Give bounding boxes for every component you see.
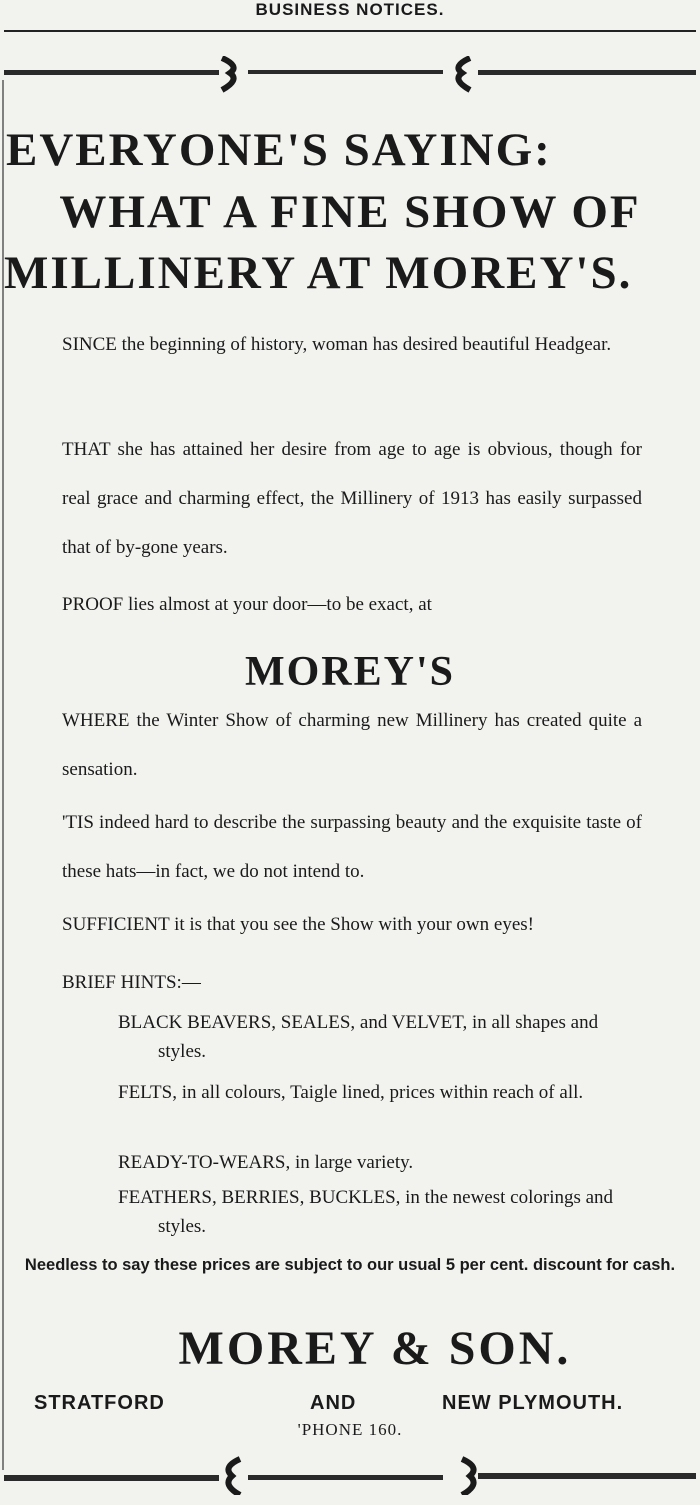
top-rule — [4, 30, 696, 32]
business-name: MOREY & SON. — [178, 1322, 572, 1375]
paragraph-that: THAT she has attained her desire from age to age is obvious, though for real grace and charming effect, the Millinery of 1913 has easily surpassed that of by-gone years. — [62, 439, 642, 558]
location-new-plymouth: NEW PLYMOUTH. — [442, 1392, 624, 1414]
ornamental-divider-bottom — [0, 1455, 700, 1495]
brief-hints-title: BRIEF HINTS:— — [62, 972, 201, 993]
paragraph-tis: 'TIS indeed hard to describe the surpassing beauty and the exquisite taste of these hats—in fact, we do not intend to. — [62, 812, 642, 882]
store-name-heading: MOREY'S — [244, 649, 455, 695]
hint-item: READY-TO-WEARS, in large variety. — [118, 1152, 414, 1173]
headline-line-3: MILLINERY AT MOREY'S. — [4, 247, 633, 299]
headline-line-2: WHAT A FINE SHOW OF — [59, 186, 641, 238]
hint-item: FEATHERS, BERRIES, BUCKLES, in the newest colorings and styles. — [118, 1187, 614, 1237]
paragraph-proof: PROOF lies almost at your door—to be exact, at — [62, 594, 432, 615]
headline-line-1: EVERYONE'S SAYING: — [6, 124, 552, 176]
phone-number: 'PHONE 160. — [297, 1420, 403, 1439]
discount-notice: Needless to say these prices are subject to our usual 5 per cent. discount for cash. — [24, 1256, 676, 1274]
location-stratford: STRATFORD — [34, 1392, 165, 1414]
hint-item: BLACK BEAVERS, SEALES, and VELVET, in all shapes and styles. — [118, 1012, 599, 1062]
ornamental-divider-top — [0, 56, 700, 96]
section-title: BUSINESS NOTICES. — [255, 0, 445, 19]
paragraph-where: WHERE the Winter Show of charming new Millinery has created quite a sensation. — [62, 710, 642, 780]
paragraph-sufficient: SUFFICIENT it is that you see the Show with your own eyes! — [62, 914, 534, 935]
hint-item: FELTS, in all colours, Taigle lined, prices within reach of all. — [118, 1082, 584, 1103]
paragraph-since: SINCE the beginning of history, woman has desired beautiful Headgear. — [62, 334, 612, 355]
location-and: AND — [310, 1392, 357, 1414]
